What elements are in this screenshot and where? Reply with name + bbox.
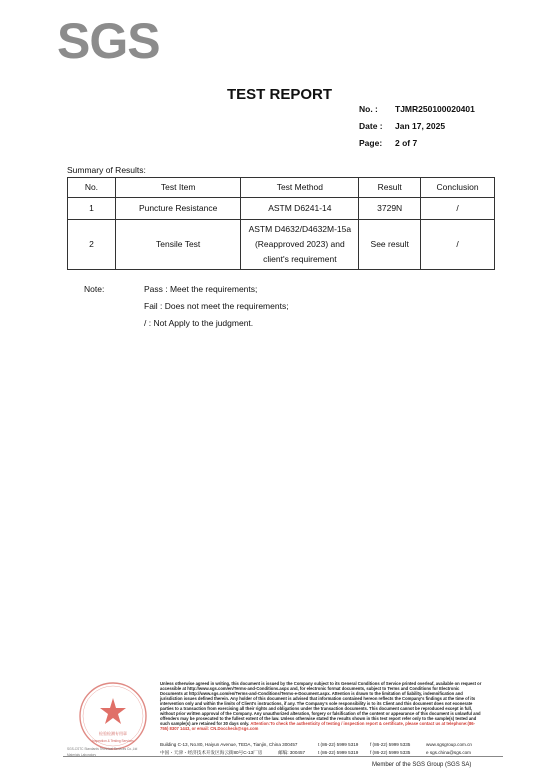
cell-test-method: ASTM D4632/D4632M-15a (Reapproved 2023) and client's requirement xyxy=(241,220,359,270)
seal-cn-text: 检验检测专用章 xyxy=(99,731,127,736)
report-no-label: No. : xyxy=(359,104,378,114)
header-conclusion: Conclusion xyxy=(421,178,495,198)
attention-text: Attention:To check the authenticity of testing / inspection report & certificate, please contact us at telephone:(86-755) 8307 1443, or email: CN.Doccheck@sgs.com xyxy=(160,721,475,731)
cell-result: 3729N xyxy=(359,198,421,220)
header-test-method: Test Method xyxy=(241,178,359,198)
disclaimer-text: Unless otherwise agreed in writing, this document is issued by the Company subject to its General Conditions of Service printed overleaf, available on request or accessible at http://www.sgs.com/en/Terms-and-Conditions.aspx and, for electronic format documents, subject to Terms and Conditions for Electronic Documents at http://www.sgs.com/en/Terms-and-Conditions/Terms-e-Document.aspx. Attention is drawn to the limitation of liability, indemnification and jurisdiction issues defined therein. Any holder of this document is advised that information contained hereon reflects the Company's findings at the time of its intervention only and within the limits of Client's instructions, if any. The Company's sole responsibility is to its Client and this document does not exonerate parties to a transaction from exercising all their rights and obligations under the transaction documents. This document cannot be reproduced except in full, without prior written approval of the Company. Any unauthorized alteration, forgery or falsification of the content or appearance of this document is unlawful and offenders may be prosecuted to the fullest extent of the law. Unless otherwise stated the results shown in this test report refer only to the sample(s) tested and such sample(s) are retained for 30 days only. xyxy=(160,681,482,726)
note-pass: Pass : Meet the requirements; xyxy=(144,284,258,294)
cell-no: 1 xyxy=(68,198,116,220)
note-fail: Fail : Does not meet the requirements; xyxy=(144,301,289,311)
cell-no: 2 xyxy=(68,220,116,270)
cell-test-item: Tensile Test xyxy=(115,220,241,270)
report-title: TEST REPORT xyxy=(226,86,332,103)
table-header-row xyxy=(68,178,495,198)
table-row xyxy=(68,220,495,270)
tel-text-cn: t (86-22) 5999 5319 xyxy=(318,750,359,755)
header-result: Result xyxy=(359,178,421,198)
report-date-label: Date : xyxy=(359,121,383,131)
table-row xyxy=(68,198,495,220)
seal-sub-text: Materials Laboratory xyxy=(67,753,97,757)
address-en: Building C-13, No.80, Haiyun Avenue, TEDA, Tianjin, China 300457 xyxy=(160,742,298,747)
cell-conclusion: / xyxy=(421,198,495,220)
seal-en-text: Inspection & Testing Services xyxy=(92,739,134,743)
official-seal xyxy=(65,678,157,758)
member-text: Member of the SGS Group (SGS SA) xyxy=(372,762,472,768)
report-page-value: 2 of 7 xyxy=(395,138,418,148)
report-page-label: Page: xyxy=(359,138,383,148)
report-date-value: Jan 17, 2025 xyxy=(395,121,446,131)
email-text: e sgs.china@sgs.com xyxy=(426,750,472,755)
cell-conclusion: / xyxy=(421,220,495,270)
tel-text: t (86-22) 5999 5319 xyxy=(318,742,359,747)
sgs-logo: SGS xyxy=(57,13,160,69)
fax-text: f (86-22) 5999 5335 xyxy=(370,742,411,747)
results-table xyxy=(67,177,495,270)
note-label: Note: xyxy=(84,284,105,294)
cell-test-item: Puncture Resistance xyxy=(115,198,241,220)
fax-text-cn: f (86-22) 5999 5335 xyxy=(370,750,411,755)
address-cn: 中国・天津・经济技术开发区海云街80号C-13厂房 xyxy=(160,750,263,755)
web-text: www.sgsgroup.com.cn xyxy=(426,742,472,747)
footer-divider xyxy=(63,756,503,757)
report-meta xyxy=(359,104,475,155)
footer-disclaimer xyxy=(160,681,482,731)
header-no: No. xyxy=(68,178,116,198)
summary-label: Summary of Results: xyxy=(67,165,146,175)
notes-section xyxy=(84,284,289,335)
header-test-item: Test Item xyxy=(115,178,241,198)
report-no-value: TJMR250100020401 xyxy=(395,104,475,114)
cell-result: See result xyxy=(359,220,421,270)
zip-cn: 邮编: 300457 xyxy=(278,750,306,755)
note-na: / : Not Apply to the judgment. xyxy=(144,318,254,328)
seal-lab-text: SGS-CSTC Standards Technical Services Co.,Ltd xyxy=(67,747,138,751)
cell-test-method: ASTM D6241-14 xyxy=(241,198,359,220)
